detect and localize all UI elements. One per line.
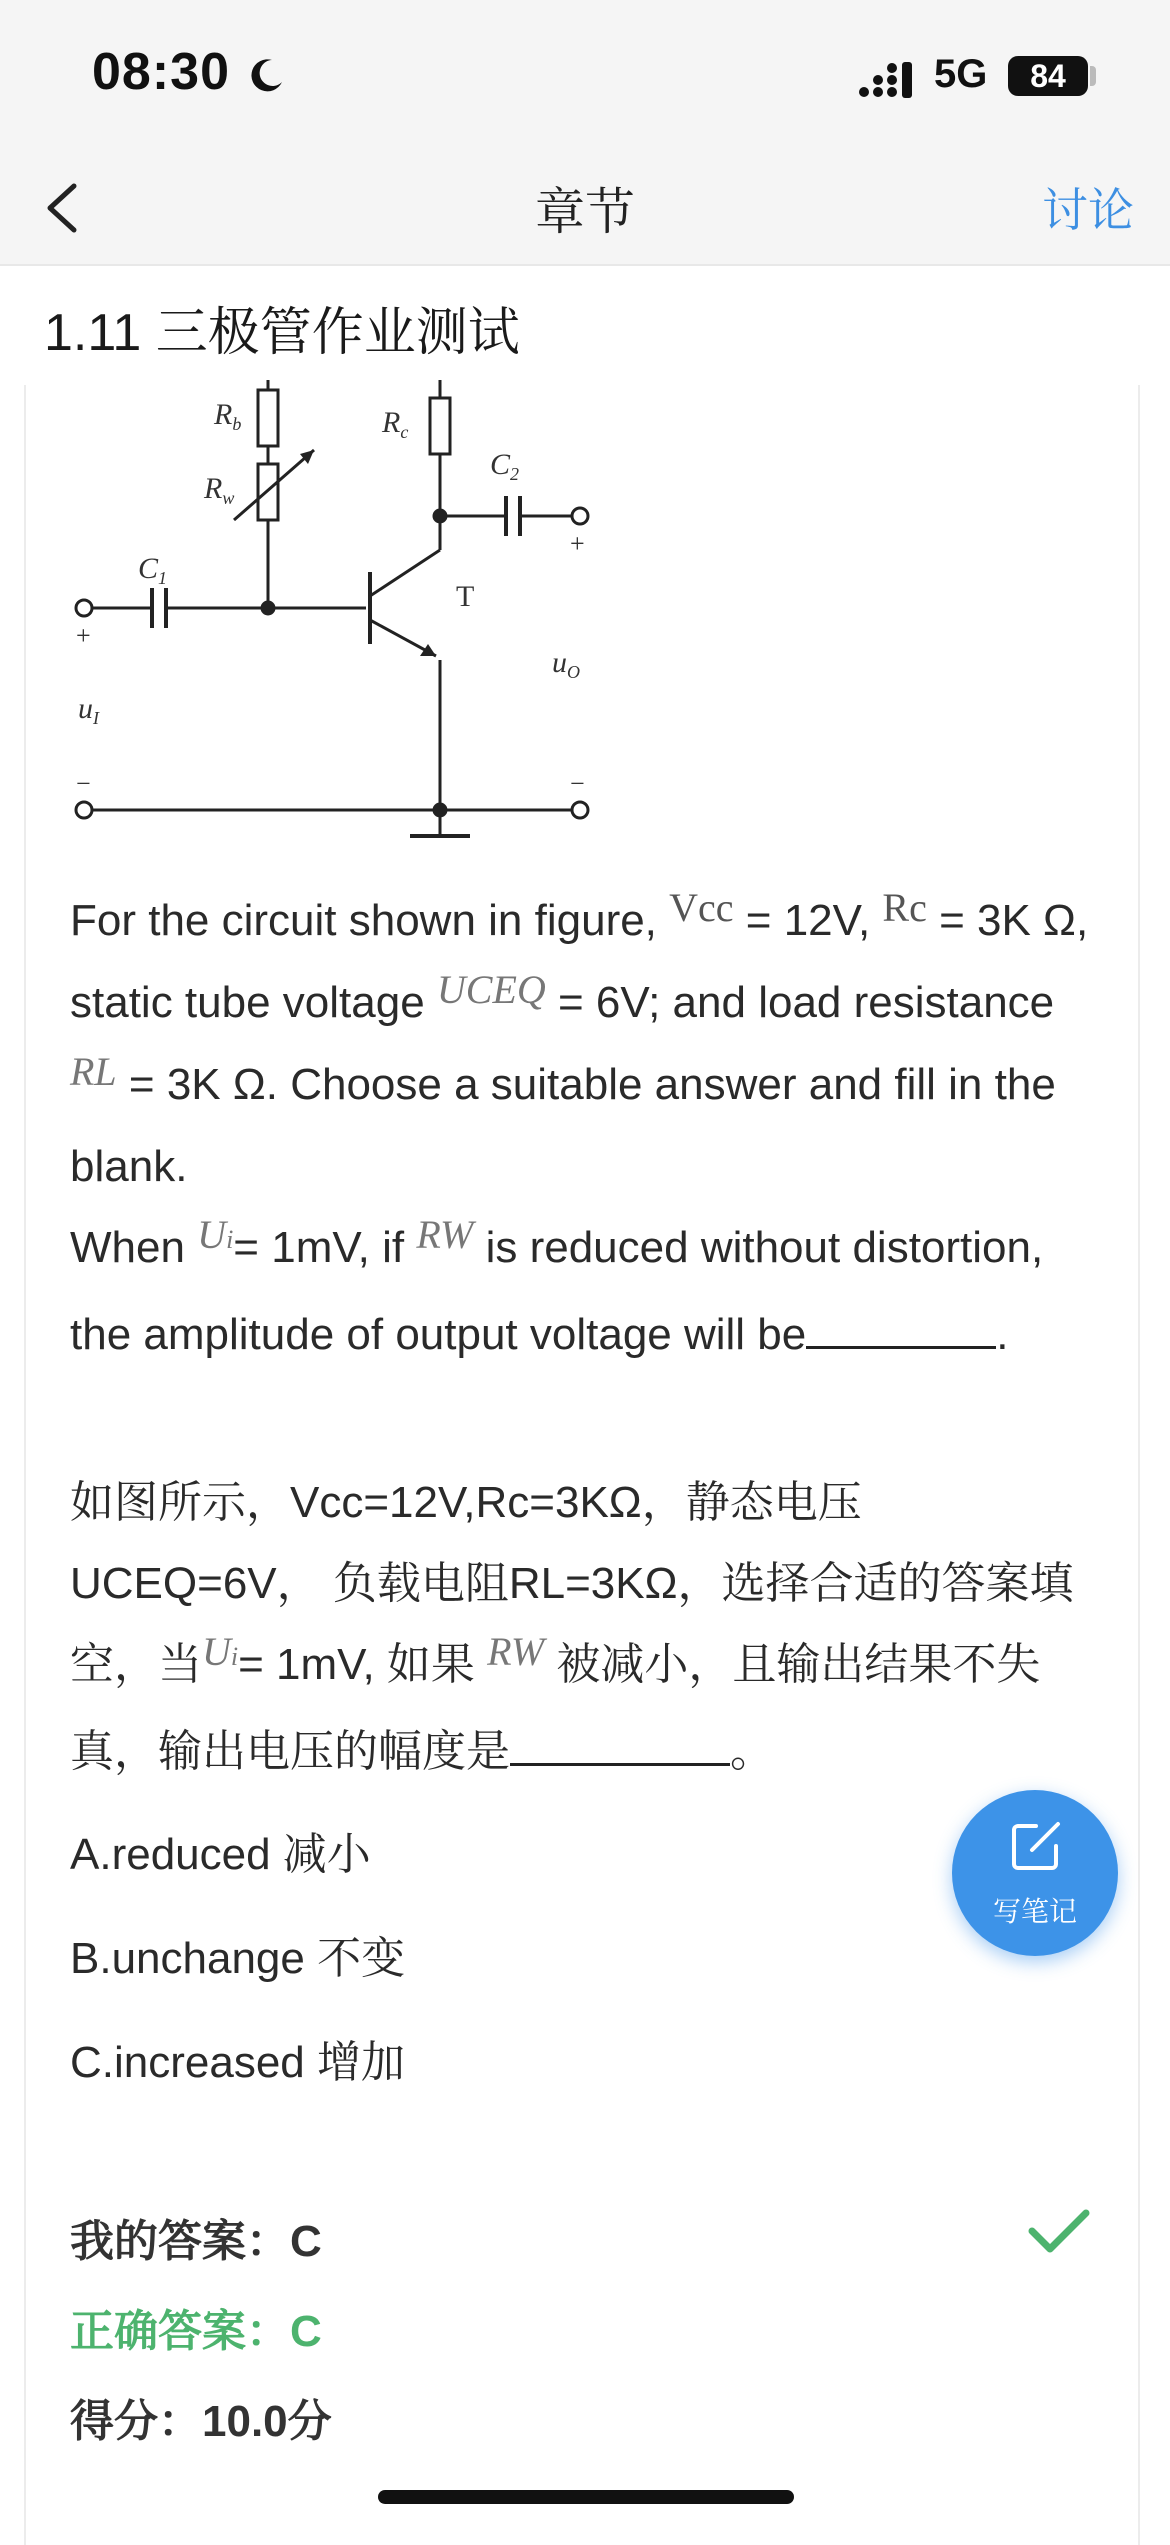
label-rw: $R_w$ (204, 472, 235, 508)
label-ui: $u_I$ (78, 692, 99, 728)
circuit-diagram (64, 380, 624, 880)
discuss-button[interactable]: 讨论 (1042, 184, 1134, 236)
label-transistor: T (456, 580, 475, 613)
label-out-plus: + (570, 529, 585, 558)
section-title: 1.11 三极管作业测试 (44, 304, 520, 362)
home-indicator (378, 2490, 794, 2504)
label-in-plus: + (76, 621, 91, 650)
signal-icon (858, 60, 918, 100)
answer-blank (806, 1306, 996, 1349)
battery-tip (1090, 66, 1096, 86)
score: 得分：10.0分 (70, 2397, 332, 2446)
edit-note-icon (1006, 1816, 1066, 1876)
status-time: 08:30 (92, 43, 230, 101)
label-uo: $u_O$ (552, 646, 580, 682)
option-c[interactable]: C.increased 增加 (70, 2038, 406, 2087)
question-text-chinese: 如图所示，Vcc=12V,Rc=3KΩ，静态电压UCEQ=6V， 负载电阻RL=3KΩ，选择合适的答案填空，当Ui= 1mV, 如果 RW 被减小，且输出结果不失真，输出电压的幅度是 。 (70, 1478, 1074, 1776)
answer-blank-cn (510, 1723, 730, 1766)
label-rc: $R_c$ (382, 406, 409, 442)
label-rb: $R_b$ (214, 398, 242, 434)
option-a[interactable]: A.reduced 减小 (70, 1830, 371, 1879)
label-out-minus: − (570, 769, 585, 798)
status-bar (0, 0, 1170, 150)
correct-answer: 正确答案：C (70, 2307, 322, 2356)
question-text-english: For the circuit shown in figure, Vcc = 12V, Rc = 3K Ω, static tube voltage UCEQ = 6V; and load resistance RL = 3K Ω. Choose a suitable answer and fill in the blank. When Ui= 1mV, if RW is reduced without distortion, the amplitude of output voltage will be . (70, 885, 1089, 1359)
moon-icon (246, 56, 286, 96)
write-note-button[interactable] (952, 1790, 1118, 1956)
check-icon (1026, 2205, 1092, 2259)
option-b[interactable]: B.unchange 不变 (70, 1934, 406, 1983)
page-title: 章节 (535, 184, 635, 240)
label-in-minus: − (76, 769, 91, 798)
label-c2: $C_2$ (490, 448, 520, 484)
my-answer: 我的答案：C (70, 2217, 322, 2266)
write-note-label: 写笔记 (992, 1896, 1077, 1927)
label-c1: $C_1$ (138, 552, 168, 588)
battery-indicator: 84 (1008, 56, 1088, 96)
nav-bar (0, 150, 1170, 266)
network-type: 5G (934, 52, 988, 96)
